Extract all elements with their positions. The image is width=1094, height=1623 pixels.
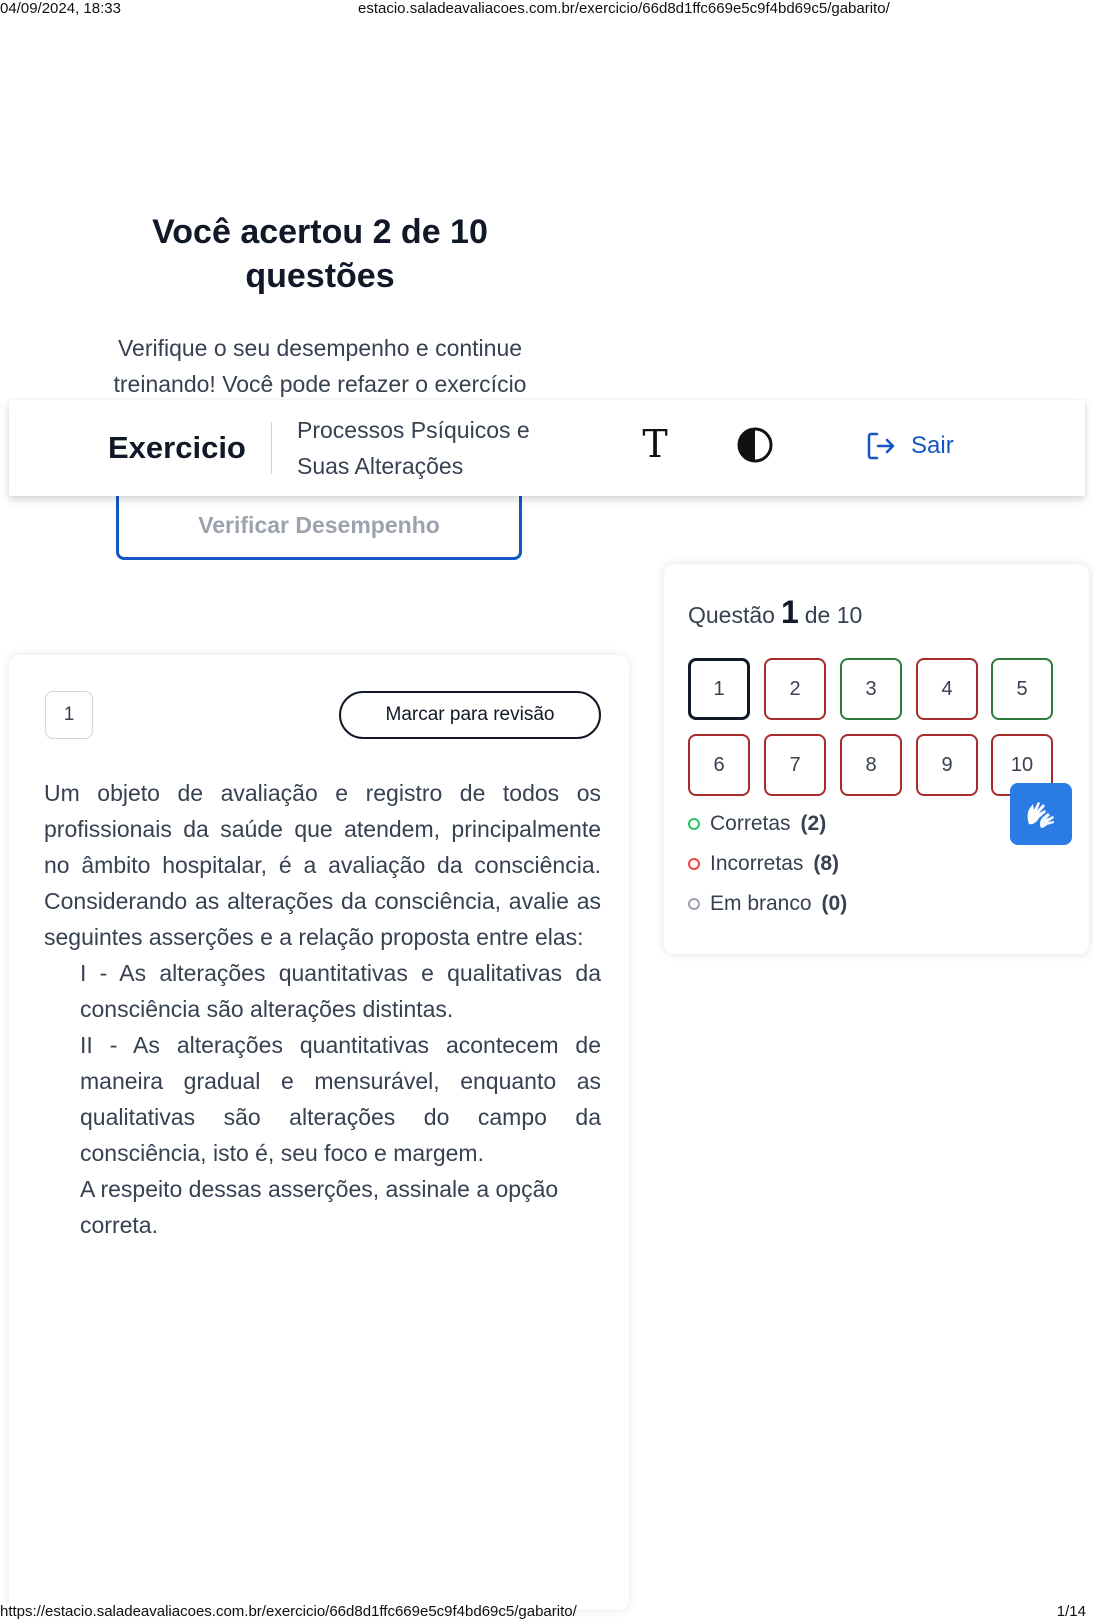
question-button-3[interactable]: 3 — [840, 658, 902, 720]
legend-correct — [688, 804, 847, 844]
contrast-icon[interactable] — [736, 426, 774, 464]
question-body — [44, 775, 601, 1243]
exit-button[interactable] — [865, 424, 954, 468]
result-subtitle-line-1: Verifique o seu desempenho e continue — [117, 335, 523, 361]
legend-blank-label: Em branco — [710, 892, 812, 915]
navigator-label-suffix: de 10 — [804, 602, 863, 628]
print-footer — [0, 1603, 1094, 1623]
legend-incorrect — [688, 844, 847, 884]
navigator-label-prefix: Questão — [688, 602, 775, 628]
sign-language-hands-icon[interactable] — [1010, 783, 1072, 845]
result-title — [60, 210, 580, 298]
top-navbar — [9, 400, 1085, 496]
result-hero — [60, 210, 580, 402]
incorrect-dot-icon — [688, 858, 700, 870]
legend-blank — [688, 884, 847, 924]
course-name-line-2: Suas Alterações — [297, 453, 464, 479]
question-statement: Um objeto de avaliação e registro de todos os profissionais da saúde que atendem, principalmente no âmbito hospitalar, é a avaliação da consciência. Considerando as alterações da consciência, avalie as seguintes asserções e a relação proposta entre elas: — [44, 780, 601, 950]
question-card — [9, 655, 629, 1610]
legend-incorrect-count: (8) — [813, 852, 840, 875]
question-navigator — [664, 564, 1089, 954]
question-button-9[interactable]: 9 — [916, 734, 978, 796]
course-name-line-1: Processos Psíquicos e — [297, 417, 530, 443]
correct-dot-icon — [688, 818, 700, 830]
question-button-8[interactable]: 8 — [840, 734, 902, 796]
legend-correct-label: Corretas — [710, 812, 791, 835]
navigator-heading — [688, 594, 862, 631]
question-button-5[interactable]: 5 — [991, 658, 1053, 720]
hands-icon — [1021, 794, 1061, 834]
legend-incorrect-label: Incorretas — [710, 852, 804, 875]
question-button-10[interactable]: 10 — [991, 734, 1053, 796]
question-instruction: A respeito dessas asserções, assinale a opção correta. — [80, 1176, 559, 1238]
print-footer-url: https://estacio.saladeavaliacoes.com.br/exercicio/66d8d1ffc669e5c9f4bd69c5/gabarito/ — [0, 1603, 577, 1620]
mark-for-review-button[interactable]: Marcar para revisão — [339, 691, 601, 739]
print-page-number: 1/14 — [1056, 1603, 1086, 1620]
brand-title: Exercicio — [108, 430, 246, 465]
results-legend — [688, 804, 847, 924]
question-button-4[interactable]: 4 — [916, 658, 978, 720]
verify-performance-button[interactable]: Verificar Desempenho — [116, 488, 522, 560]
font-size-icon[interactable]: T — [642, 422, 668, 466]
print-header — [0, 0, 1094, 20]
navigator-current-number: 1 — [780, 594, 799, 630]
print-url: estacio.saladeavaliacoes.com.br/exercicio/66d8d1ffc669e5c9f4bd69c5/gabarito/ — [358, 0, 890, 17]
question-button-6[interactable]: 6 — [688, 734, 750, 796]
result-subtitle — [60, 330, 580, 402]
assertion-2: II - As alterações quantitativas acontecem de maneira gradual e mensurável, enquanto as qualitativas são alterações do campo da consciência, isto é, seu foco e margem. — [80, 1032, 601, 1166]
print-datetime: 04/09/2024, 18:33 — [0, 0, 121, 17]
legend-correct-count: (2) — [800, 812, 827, 835]
question-number-badge: 1 — [45, 691, 93, 739]
exit-label: Sair — [911, 432, 954, 459]
question-button-7[interactable]: 7 — [764, 734, 826, 796]
logout-icon — [865, 430, 897, 462]
navbar-divider — [271, 422, 272, 474]
question-button-1[interactable]: 1 — [688, 658, 750, 720]
result-title-line-2: questões — [245, 257, 395, 295]
assertion-1: I - As alterações quantitativas e qualitativas da consciência são alterações distintas. — [80, 960, 601, 1022]
blank-dot-icon — [688, 898, 700, 910]
course-name — [297, 412, 530, 484]
question-button-2[interactable]: 2 — [764, 658, 826, 720]
result-title-line-1: Você acertou 2 de 10 — [152, 213, 488, 251]
result-subtitle-line-2: treinando! Você pode refazer o exercício — [113, 371, 527, 397]
legend-blank-count: (0) — [821, 892, 848, 915]
